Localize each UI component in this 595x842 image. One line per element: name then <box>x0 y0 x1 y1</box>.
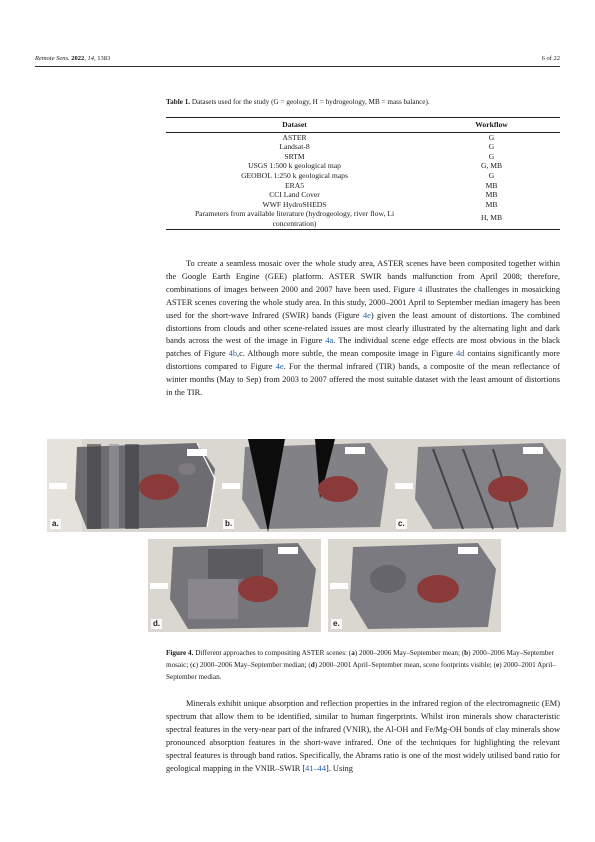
table-row <box>166 209 560 229</box>
table-cell: G <box>488 142 495 152</box>
panel-ref: d <box>310 661 315 669</box>
text-run: ) 2000–2006 May–September mean; ( <box>354 649 465 657</box>
table-caption-text: Datasets used for the study (G = geology, H = hydrogeology, MB = mass balance). <box>191 98 430 106</box>
col-header-workflow: Workflow <box>423 118 560 133</box>
table-cell: ERA5 <box>285 180 304 190</box>
page-number: 6 of 22 <box>541 55 560 62</box>
figure-link[interactable]: 4b <box>228 349 238 359</box>
panel-label: e. <box>333 619 340 628</box>
text-run: ) 2000–2001 April–September median. <box>166 661 556 681</box>
satellite-mosaic-image <box>148 539 321 632</box>
col-header-dataset: Dataset <box>166 118 423 133</box>
panel-label: c. <box>398 519 405 528</box>
figure-label: Figure 4. <box>166 649 194 657</box>
text-run: Minerals exhibit unique absorption and reflection properties in the infrared region of the electromagnetic (EM) spectrum that allow them to be identified, similar to human fingerprints. Whilst iron minerals show characteristic spectral features in the very-near part of the infrared (VNIR), the Al-OH and Fe/Mg-OH bonds of clay minerals show pronounced absorption features in the short-wave infrared. One of the techniques for highlighting the relevant spectral features is through band ratios. Specifically, the Abrams ratio is one of the most widely utilised band ratio for geological mapping in the VNIR–SWIR [ <box>166 699 560 773</box>
table-cell: MB <box>485 190 498 200</box>
figure-link[interactable]: 4d <box>456 349 465 359</box>
figure-panel-d <box>148 539 321 632</box>
body-paragraph-minerals <box>166 698 560 775</box>
table-row <box>166 171 560 181</box>
figure-link[interactable]: 4 <box>418 284 423 294</box>
text-run: To create a seamless mosaic over the whole study area, ASTER scenes have been composited together within the Google Earth Engine (GEE) platform. ASTER SWIR bands malfunction from April 2008; therefore, combinations of images between 2000 and 2007 have been used. Figure <box>166 259 560 294</box>
table-header-row <box>166 118 560 133</box>
running-header-journal: Remote Sens. 2022, 14, 1383 <box>35 55 111 62</box>
table-cell: MB <box>485 199 498 209</box>
table-row <box>166 161 560 171</box>
table-cell: G, MB <box>480 161 503 171</box>
text-run: ) 2000–2006 May–September mosaic; ( <box>166 649 555 669</box>
table-cell: H, MB <box>423 209 560 229</box>
text-run: Different approaches to compositing ASTER scenes: ( <box>193 649 352 657</box>
panel-label: a. <box>52 519 59 528</box>
journal-name: Remote Sens. <box>35 55 70 62</box>
table-cell: MB <box>485 180 498 190</box>
panel-ref: b <box>464 649 469 657</box>
table-row <box>166 152 560 162</box>
panel-ref: c <box>192 661 196 669</box>
text-run: illustrates the challenges in mosaicking ASTER scenes covering the whole study area. In this study, 2000–2001 April to September median imagery has been used for the short-wave Infrared (SWIR) bands (Figure <box>166 284 560 320</box>
text-run: . For the thermal infrared (TIR) bands, a composite of the mean reflectance of winter months (May to Sep) from 2003 to 2007 offered the most suitable dataset with the least amount of distortions in the TIR. <box>166 362 560 398</box>
figure-panel-a <box>47 439 220 532</box>
table-row <box>166 132 560 142</box>
header-rule <box>35 66 560 67</box>
figure-panel-b <box>220 439 393 532</box>
satellite-mosaic-image <box>393 439 566 532</box>
figure-4 <box>40 436 560 641</box>
datasets-table <box>166 117 560 230</box>
table-cell: WWF HydroSHEDS <box>262 199 327 209</box>
text-run: contains significantly more distortions compared to Figure <box>166 349 560 372</box>
text-run: ) given the least amount of distortions. The combined distortions from clouds and other scene-related issues are most clearly illustrated by the alternating light and dark bands across the west of the image in Figure <box>166 310 560 346</box>
panel-ref: a <box>351 649 355 657</box>
panel-label: d. <box>153 619 161 628</box>
table-cell: CCI Land Cover <box>269 190 320 200</box>
table-cell: GEOBOL 1:250 k geological maps <box>241 170 348 180</box>
panel-label: b. <box>225 519 233 528</box>
figure-link[interactable]: 4e <box>275 362 284 372</box>
text-run: ) 2000–2006 May–September median; ( <box>195 661 311 669</box>
journal-volume: 14 <box>87 55 95 62</box>
text-run: ) 2000–2001 April–September mean, scene footprints visible; ( <box>314 661 496 669</box>
table-cell: Parameters from available literature (hydrogeology, river flow, Li concentration) <box>166 209 423 229</box>
journal-year: 2022 <box>71 55 85 62</box>
table-cell: G <box>488 170 495 180</box>
table-row <box>166 190 560 200</box>
table-cell: G <box>488 151 495 161</box>
table-cell: Landsat-8 <box>279 142 310 152</box>
citation-link[interactable]: 41–44 <box>305 763 326 773</box>
table-cell: USGS 1:500 k geological map <box>248 161 341 171</box>
table-cell: G <box>488 132 495 142</box>
satellite-mosaic-image <box>47 439 220 532</box>
text-run: . The individual scene edge effects are most obvious in the black patches of Figure <box>166 336 560 359</box>
table-label: Table 1. <box>166 98 191 106</box>
figure-link[interactable]: 4e <box>362 310 371 320</box>
table-cell: SRTM <box>284 151 305 161</box>
article-number: 1383 <box>97 55 111 62</box>
table-caption <box>166 96 560 108</box>
table-row <box>166 142 560 152</box>
body-paragraph-mosaic <box>166 258 560 400</box>
satellite-mosaic-image <box>328 539 501 632</box>
figure-panel-c <box>393 439 566 532</box>
figure-link[interactable]: 4a <box>325 336 334 346</box>
figure-panel-e <box>328 539 501 632</box>
table-row <box>166 200 560 210</box>
panel-ref: e <box>495 661 500 669</box>
figure-caption <box>166 647 560 683</box>
text-run: ]. Using <box>325 763 353 773</box>
table-cell: ASTER <box>282 132 307 142</box>
table-row <box>166 181 560 191</box>
satellite-mosaic-image <box>220 439 393 532</box>
text-run: ,c. Although more subtle, the mean composite image in Figure <box>237 349 457 359</box>
